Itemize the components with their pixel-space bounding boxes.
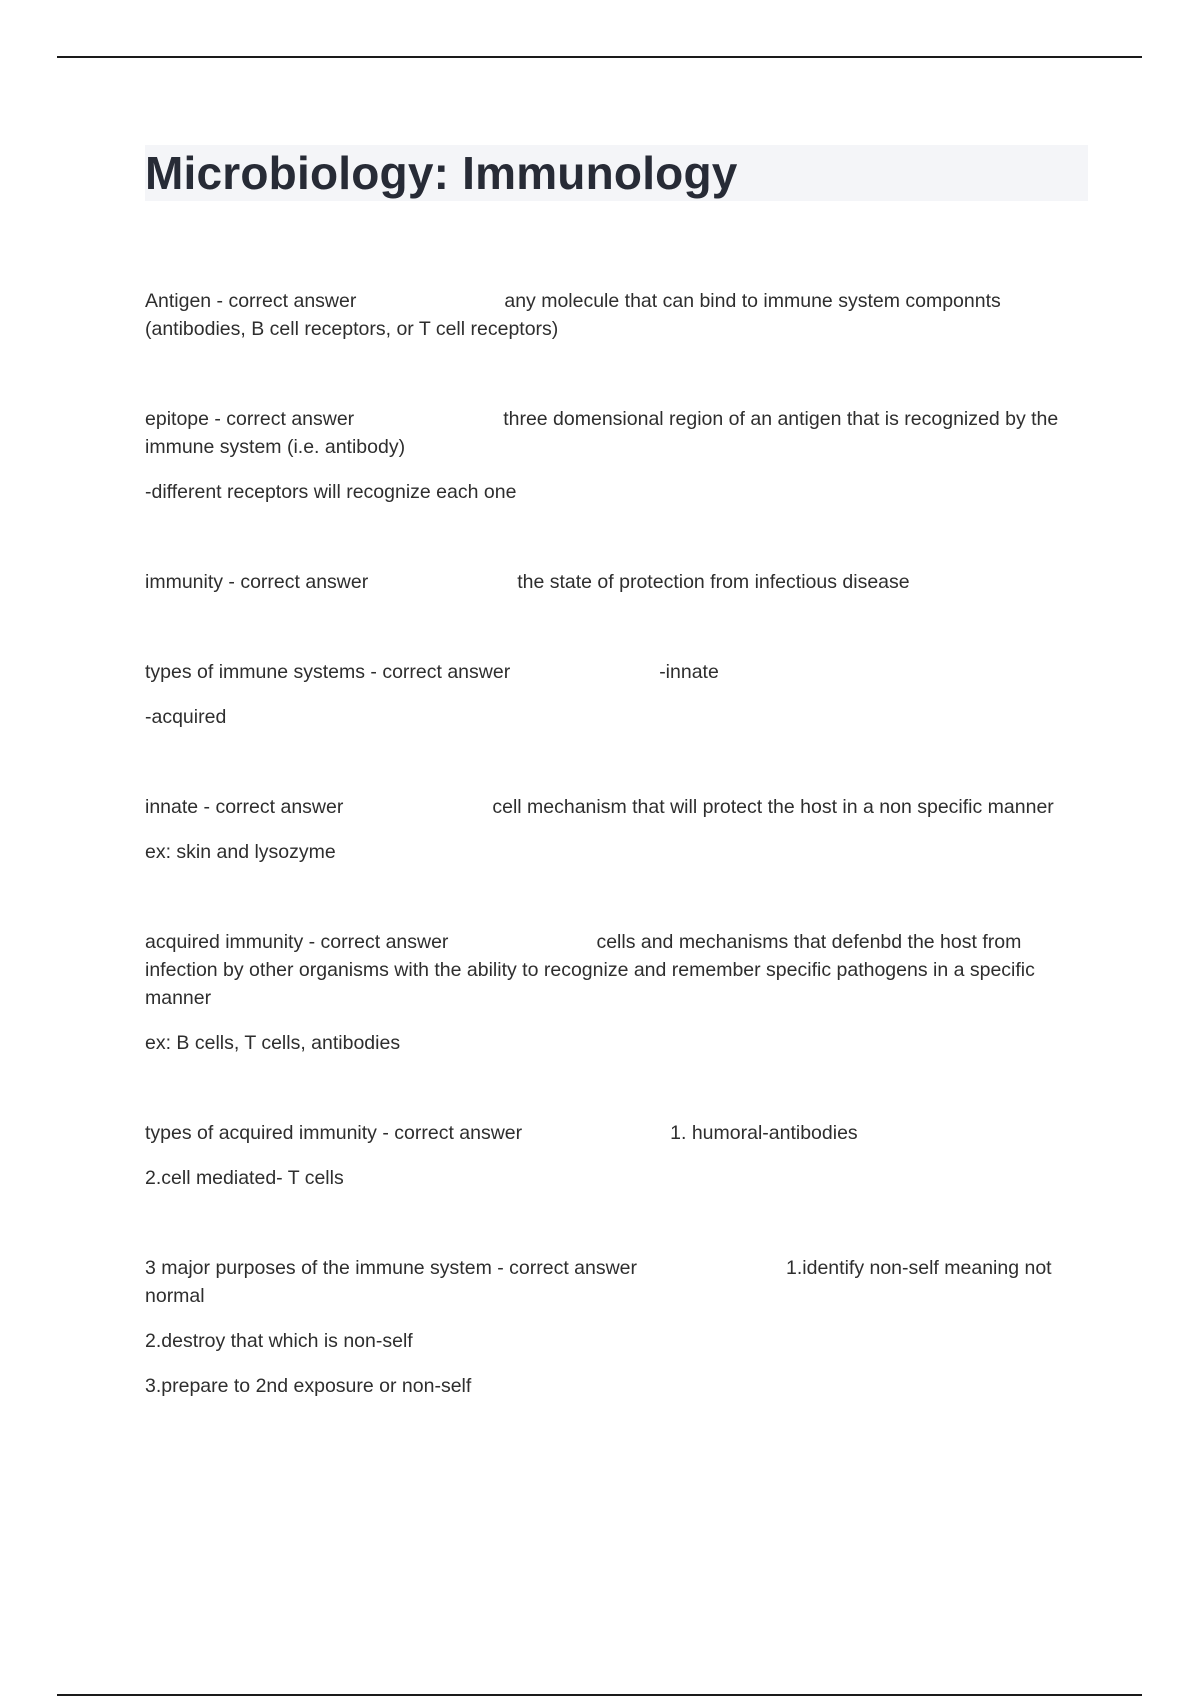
title-band xyxy=(145,145,1088,201)
flashcard xyxy=(145,658,1090,731)
flashcard xyxy=(145,1119,1090,1192)
card-definition: the state of protection from infectious disease xyxy=(517,571,910,593)
card-definition: 1. humoral-antibodies xyxy=(670,1122,858,1144)
card-main-line xyxy=(145,1119,1090,1147)
document-body xyxy=(145,145,1090,1462)
card-term: epitope - correct answer xyxy=(145,408,355,430)
card-main-line xyxy=(145,658,1090,686)
card-term: types of immune systems - correct answer xyxy=(145,661,511,683)
card-extra-line: 2.destroy that which is non-self xyxy=(145,1330,413,1352)
flashcard xyxy=(145,928,1090,1057)
card-definition: three domensional region of an antigen that is recognized by the immune system (i.e. antibody) xyxy=(145,408,1059,458)
card-main-line xyxy=(145,287,1090,343)
card-main-line xyxy=(145,568,1090,596)
card-extra-line: ex: skin and lysozyme xyxy=(145,841,336,863)
card-definition: cell mechanism that will protect the host in a non specific manner xyxy=(492,796,1054,818)
flashcard xyxy=(145,793,1090,866)
card-main-line xyxy=(145,1254,1090,1310)
card-definition: any molecule that can bind to immune system componnts (antibodies, B cell receptors, or T cell receptors) xyxy=(145,290,1001,340)
card-term: types of acquired immunity - correct answer xyxy=(145,1122,523,1144)
document-title: Microbiology: Immunology xyxy=(145,147,738,199)
card-extra-line: -acquired xyxy=(145,706,227,728)
card-extra-line: 2.cell mediated- T cells xyxy=(145,1167,344,1189)
card-extra-line: 3.prepare to 2nd exposure or non-self xyxy=(145,1375,472,1397)
flashcard xyxy=(145,287,1090,343)
flashcard xyxy=(145,405,1090,506)
top-rule xyxy=(57,56,1142,58)
flashcard xyxy=(145,1254,1090,1400)
card-term: acquired immunity - correct answer xyxy=(145,931,449,953)
flashcard xyxy=(145,568,1090,596)
card-definition: 1.identify non-self meaning not normal xyxy=(145,1257,1052,1307)
card-term: immunity - correct answer xyxy=(145,571,369,593)
card-term: 3 major purposes of the immune system - correct answer xyxy=(145,1257,638,1279)
card-term: innate - correct answer xyxy=(145,796,344,818)
card-extra-line: -different receptors will recognize each one xyxy=(145,481,517,503)
card-definition: cells and mechanisms that defenbd the host from infection by other organisms with the ability to recognize and remember specific pathogens in a specific manner xyxy=(145,931,1035,1009)
card-main-line xyxy=(145,793,1090,821)
card-term: Antigen - correct answer xyxy=(145,290,357,312)
card-extra-line: ex: B cells, T cells, antibodies xyxy=(145,1032,401,1054)
card-definition: -innate xyxy=(659,661,719,683)
card-main-line xyxy=(145,928,1090,1012)
card-main-line xyxy=(145,405,1090,461)
flashcard-list xyxy=(145,287,1090,1400)
bottom-rule xyxy=(57,1694,1142,1696)
